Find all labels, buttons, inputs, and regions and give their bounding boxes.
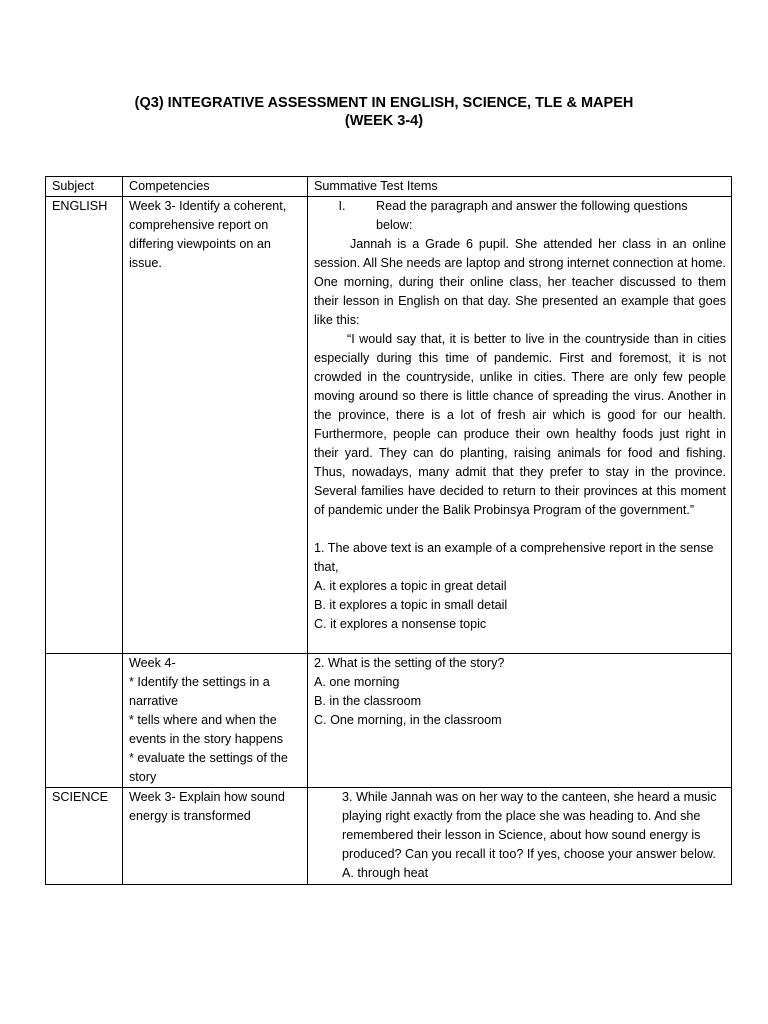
context-paragraph: Jannah is a Grade 6 pupil. She attended her class in an online session. All She needs are laptop and strong internet connection at home. One morning, during their online class, her teacher discussed to them their lesson in English on that day. She presented an example that goes like this:: [314, 237, 726, 327]
competency-line: Week 4-: [129, 656, 176, 670]
option-b: B. it explores a topic in small detail: [314, 598, 508, 612]
header-competencies: Competencies: [123, 177, 308, 197]
table-header-row: [46, 177, 732, 197]
instruction: [314, 197, 726, 235]
competency-line: * tells where and when the events in the story happens: [129, 713, 284, 746]
instruction-text: Read the paragraph and answer the following questions below:: [376, 199, 688, 232]
question-2: 2. What is the setting of the story?: [314, 656, 505, 670]
question-1: 1. The above text is an example of a comprehensive report in the sense that,: [314, 541, 714, 574]
table-row-english-week3: [46, 197, 732, 654]
option-c: C. One morning, in the classroom: [314, 713, 502, 727]
table-row-english-week4: [46, 654, 732, 788]
competency-cell: Week 3- Identify a coherent, comprehensive report on differing viewpoints on an issue.: [123, 197, 308, 654]
test-items-cell: [308, 654, 732, 788]
title-line-1: (Q3) INTEGRATIVE ASSESSMENT IN ENGLISH, SCIENCE, TLE & MAPEH: [134, 95, 634, 111]
instruction-number: I.: [338, 199, 346, 213]
subject-cell: SCIENCE: [46, 788, 123, 885]
subject-cell: ENGLISH: [46, 197, 123, 654]
assessment-table: [45, 176, 732, 885]
spacer: [314, 520, 726, 539]
header-subject: Subject: [46, 177, 123, 197]
question-3: 3. While Jannah was on her way to the canteen, she heard a music playing right exactly from the place she was heading to. And she remembered their lesson in Science, about how sound energy is produced? Can you recall it too? If yes, choose your answer below.: [342, 790, 717, 861]
test-items-cell: [308, 788, 732, 885]
competency-line: * evaluate the settings of the story: [129, 751, 288, 784]
competency-line: * Identify the settings in a narrative: [129, 675, 270, 708]
option-c: C. it explores a nonsense topic: [314, 617, 487, 631]
option-b: B. in the classroom: [314, 694, 422, 708]
test-items-cell: [308, 197, 732, 654]
subject-cell: [46, 654, 123, 788]
option-a: A. it explores a topic in great detail: [314, 579, 507, 593]
competency-cell: [123, 654, 308, 788]
title-line-2: (WEEK 3-4): [344, 113, 424, 129]
header-summative-test-items: Summative Test Items: [308, 177, 732, 197]
table-row-science-week3: [46, 788, 732, 885]
document-title: [0, 94, 768, 130]
competency-cell: Week 3- Explain how sound energy is transformed: [123, 788, 308, 885]
quoted-passage: “I would say that, it is better to live in the countryside than in cities especially during this time of pandemic. First and foremost, it is not crowded in the countryside, unlike in cities. There are only few people moving around so there is little chance of spreading the virus. Another in the province, there is a lot of fresh air which is good for our health. Furthermore, people can produce their own healthy foods just right in their yard. They can do planting, raising animals for food and fishing. Thus, nowadays, many admit that they prefer to stay in the province. Several families have decided to return to their provinces at this moment of pandemic under the Balik Probinsya Program of the government.”: [314, 332, 726, 517]
option-a: A. through heat: [342, 866, 429, 880]
option-a: A. one morning: [314, 675, 400, 689]
